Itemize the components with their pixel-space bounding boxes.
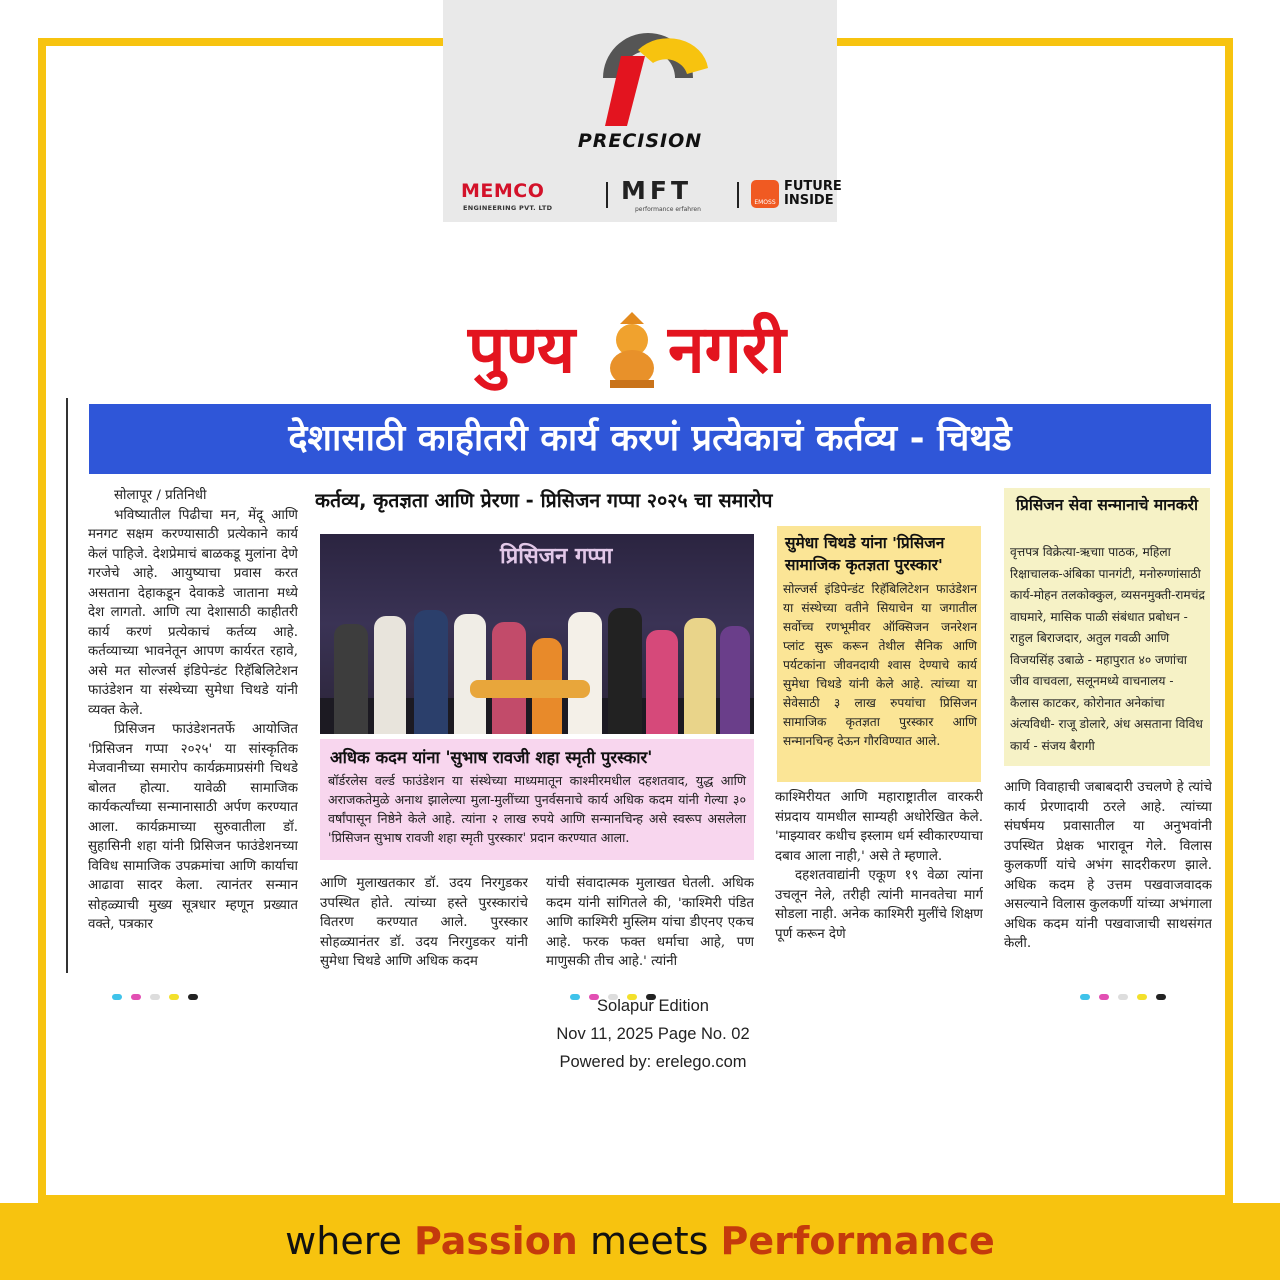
masthead-left: पुण्य	[468, 311, 576, 388]
partner-logos	[461, 176, 842, 216]
tagline-passion: Passion	[413, 1219, 578, 1263]
tagline-mid: meets	[577, 1219, 721, 1263]
person	[608, 608, 642, 734]
dateline: सोलापूर / प्रतिनिधी	[114, 488, 207, 503]
person	[414, 610, 448, 734]
award-title: अधिक कदम यांना 'सुभाष रावजी शहा स्मृती पुरस्कार'	[330, 748, 653, 767]
article-column-2: आणि मुलाखतकार डॉ. उदय निरगुडकर उपस्थित होते. त्यांच्या हस्ते पुरस्कारांचे वितरण करण्यात आले. पुरस्कार सोहळ्यानंतर डॉ. उदय निरगुडकर यांनी सुमेधा चिथडे आणि अधिक कदम	[320, 876, 528, 969]
mft-subtitle: performance erfahren	[635, 206, 701, 213]
honorees-title: प्रिसिजन सेवा सन्मानाचे मानकरी	[1015, 496, 1199, 514]
mft-logo: MFT	[621, 176, 693, 205]
divider	[737, 182, 739, 208]
ganesh-icon	[604, 310, 660, 388]
article-paragraph: काश्मिरीयत आणि महाराष्ट्रातील वारकरी संप्रदाय यामधील साम्यही अधोरेखित केले. 'माझ्यावर कधीच इस्लाम धर्म स्वीकारण्याचा दबाव आला नाही,' असे ते म्हणाले.	[775, 790, 983, 864]
person	[374, 616, 406, 734]
person	[720, 626, 750, 734]
honorees-box	[1004, 488, 1210, 766]
future-text: FUTURE	[784, 179, 842, 194]
award-box-kadam	[320, 739, 754, 860]
article-paragraph: दहशतवाद्यांनी एकूण १९ वेळा त्यांना उचलून नेले, तरीही त्यांनी मानवतेचा मार्ग सोडला नाही. अनेक काश्मिरी मुलींचे शिक्षण पूर्ण करून देणे	[775, 868, 983, 942]
edition-name: Solapur Edition	[597, 997, 709, 1015]
print-registration-marks	[570, 985, 665, 993]
column-rule	[66, 398, 68, 973]
award-body: सोल्जर्स इंडिपेन्डंट रिहॅबिलिटेशन फाउंडेशन या संस्थेच्या वतीने सियाचेन या जगातील सर्वोच्च रणभूमीवर ऑक्सिजन जनरेशन प्लांट सुरू करून तेथील सैनिक आणि पर्यटकांना जीवनदायी श्वास देण्याचे कार्य सुमेधा चिथडे यांनी केले आहे. त्यांच्या या सेवेसाठी ३ लाख रुपयांचा प्रिसिजन सामाजिक कृतज्ञता पुरस्कार आणि सन्मानचिन्ह देऊन गौरविण्यात आले.	[783, 582, 977, 748]
award-box-chithade	[777, 526, 981, 782]
person	[568, 612, 602, 734]
divider	[606, 182, 608, 208]
tagline	[0, 1203, 1280, 1280]
future-inside-logo	[784, 180, 842, 208]
masthead-right: नगरी	[668, 311, 786, 388]
honorees-list: वृत्तपत्र विक्रेत्या-ऋचाा पाठक, महिला रिक्षाचालक-अंबिका पानगंटी, मनोरुग्णांसाठी कार्य-मोहन तलकोक्कुल, व्यसनमुक्ती-रामचंद्र वाघमारे, मासिक पाळी संबंधात प्रबोधन - राहुल बिराजदार, अतुल गवळी आणि विजयसिंह उबाळे - महापुरात ४० जणांचा जीव वाचवला, सलूनमध्ये वाचनालय - कैलास काटकर, कोरोनात अनेकांचा अंत्यविधी- राजू डोलारे, अंध असताना विविध कार्य - संजय बैरागी	[1010, 545, 1205, 753]
precision-logo-icon	[583, 18, 713, 138]
photo-banner-text: प्रिसिजन गप्पा	[500, 544, 613, 569]
event-photo	[320, 534, 754, 734]
article-column-4	[775, 788, 983, 976]
person	[334, 624, 368, 734]
edition-date: Nov 11, 2025 Page No. 02	[556, 1025, 750, 1043]
footer-band	[0, 1203, 1280, 1280]
inside-text: INSIDE	[784, 193, 834, 208]
subheadline: कर्तव्य, कृतज्ञता आणि प्रेरणा - प्रिसिजन गप्पा २०२५ चा समारोप	[315, 489, 773, 512]
article-paragraph: भविष्यातील पिढीचा मन, मेंदू आणि मनगट सक्षम करण्यासाठी प्रत्येकाने कार्य केलं पाहिजे. देशप्रेमाचं बाळकडू मुलांना देणे गरजेचे आहे. आयुष्याचा प्रवास करत असताना देहाकडून देवाकडे जाताना मध्ये देश लागतो. आणि त्या देशासाठी काहीतरी कार्य करणं प्रत्येकाचं कर्तव्य आहे. कर्तव्याच्या भावनेतून आपण कार्यरत रहावे, असे मत सोल्जर्स इंडिपेन्डंट रिहॅबिलिटेशन फाउंडेशन या संस्थेच्या सुमेधा चिथडे यांनी व्यक्त केले.	[88, 507, 298, 718]
person	[684, 618, 716, 734]
article-column-1	[88, 486, 298, 976]
article-column-3: यांची संवादात्मक मुलाखत घेतली. अधिक कदम यांनी सांगितले की, 'काश्मिरी पंडित आणि काश्मिरी मुस्लिम यांचा डीएनए एकच आहे. फरक फक्त धर्माचा आहे, पण माणुसकी तीच आहे.' त्यांनी	[546, 876, 754, 969]
emoss-logo: EMOSS	[751, 180, 779, 208]
person	[646, 630, 678, 734]
print-registration-marks	[1080, 985, 1175, 993]
print-registration-marks	[112, 985, 207, 993]
flower-arrangement	[470, 680, 590, 698]
memco-logo: MEMCO	[461, 180, 545, 202]
brand-logo-panel	[443, 0, 842, 222]
edition-source: Powered by: erelego.com	[559, 1053, 747, 1071]
person	[492, 622, 526, 734]
memco-subtitle: ENGINEERING PVT. LTD	[463, 204, 553, 212]
person	[454, 614, 486, 734]
newspaper-masthead	[468, 308, 848, 398]
tagline-pre: where	[285, 1219, 414, 1263]
brand-name: PRECISION	[577, 130, 703, 152]
page-title: देशासाठी काहीतरी कार्य करणं प्रत्येकाचं कर्तव्य - चिथडे	[89, 404, 1211, 474]
award-title: सुमेधा चिथडे यांना 'प्रिसिजन सामाजिक कृतज्ञता पुरस्कार'	[785, 534, 945, 574]
article-column-5: आणि विवाहाची जबाबदारी उचलणे हे त्यांचे कार्य प्रेरणादायी ठरले आहे. त्यांच्या संघर्षमय प्रवासातील या अनुभवांनी उपस्थित प्रेक्षक भारावून गेले. विलास कुलकर्णी यांचे अभंग सादरीकरण झाले. अधिक कदम हे उत्तम पखवाजवादक असल्याने विलास कुलकर्णी यांच्या अभंगाला अधिक कदम यांनी पखवाजाची साथसंगत केली.	[1004, 780, 1212, 951]
article-paragraph: प्रिसिजन फाउंडेशनतर्फे आयोजित 'प्रिसिजन गप्पा २०२५' या सांस्कृतिक मेजवानीच्या समारोप कार्यक्रमाप्रसंगी चिथडे बोलत होत्या. यावेळी सामाजिक कार्यकर्त्यांच्या सन्मानासाठी अर्पण करण्यात आला. कार्यक्रमाच्या सुरुवातीला डॉ. सुहासिनी शहा यांनी प्रिसिजन फाउंडेशनच्या विविध सामाजिक उपक्रमांचा आणि कार्याचा आढावा सादर केला. त्यानंतर सन्मान सोहळ्याची मुख्य सूत्रधार म्हणून प्रख्यात वक्ते, पत्रकार	[88, 722, 298, 932]
tagline-performance: Performance	[720, 1219, 995, 1263]
award-body: बॉर्डरलेस वर्ल्ड फाउंडेशन या संस्थेच्या माध्यमातून काश्मीरमधील दहशतवाद, युद्ध आणि अराजकतेमुळे अनाथ झालेल्या मुला-मुलींच्या पुनर्वसनाचे कार्य अधिक कदम यांनी गेल्या ३० वर्षांपासून निष्ठेने केले आहे. त्यांना २ लाख रुपये आणि सन्मानचिन्ह असे स्वरूप असलेला 'प्रिसिजन सुभाष रावजी शहा स्मृती पुरस्कार' प्रदान करण्यात आला.	[328, 773, 746, 845]
